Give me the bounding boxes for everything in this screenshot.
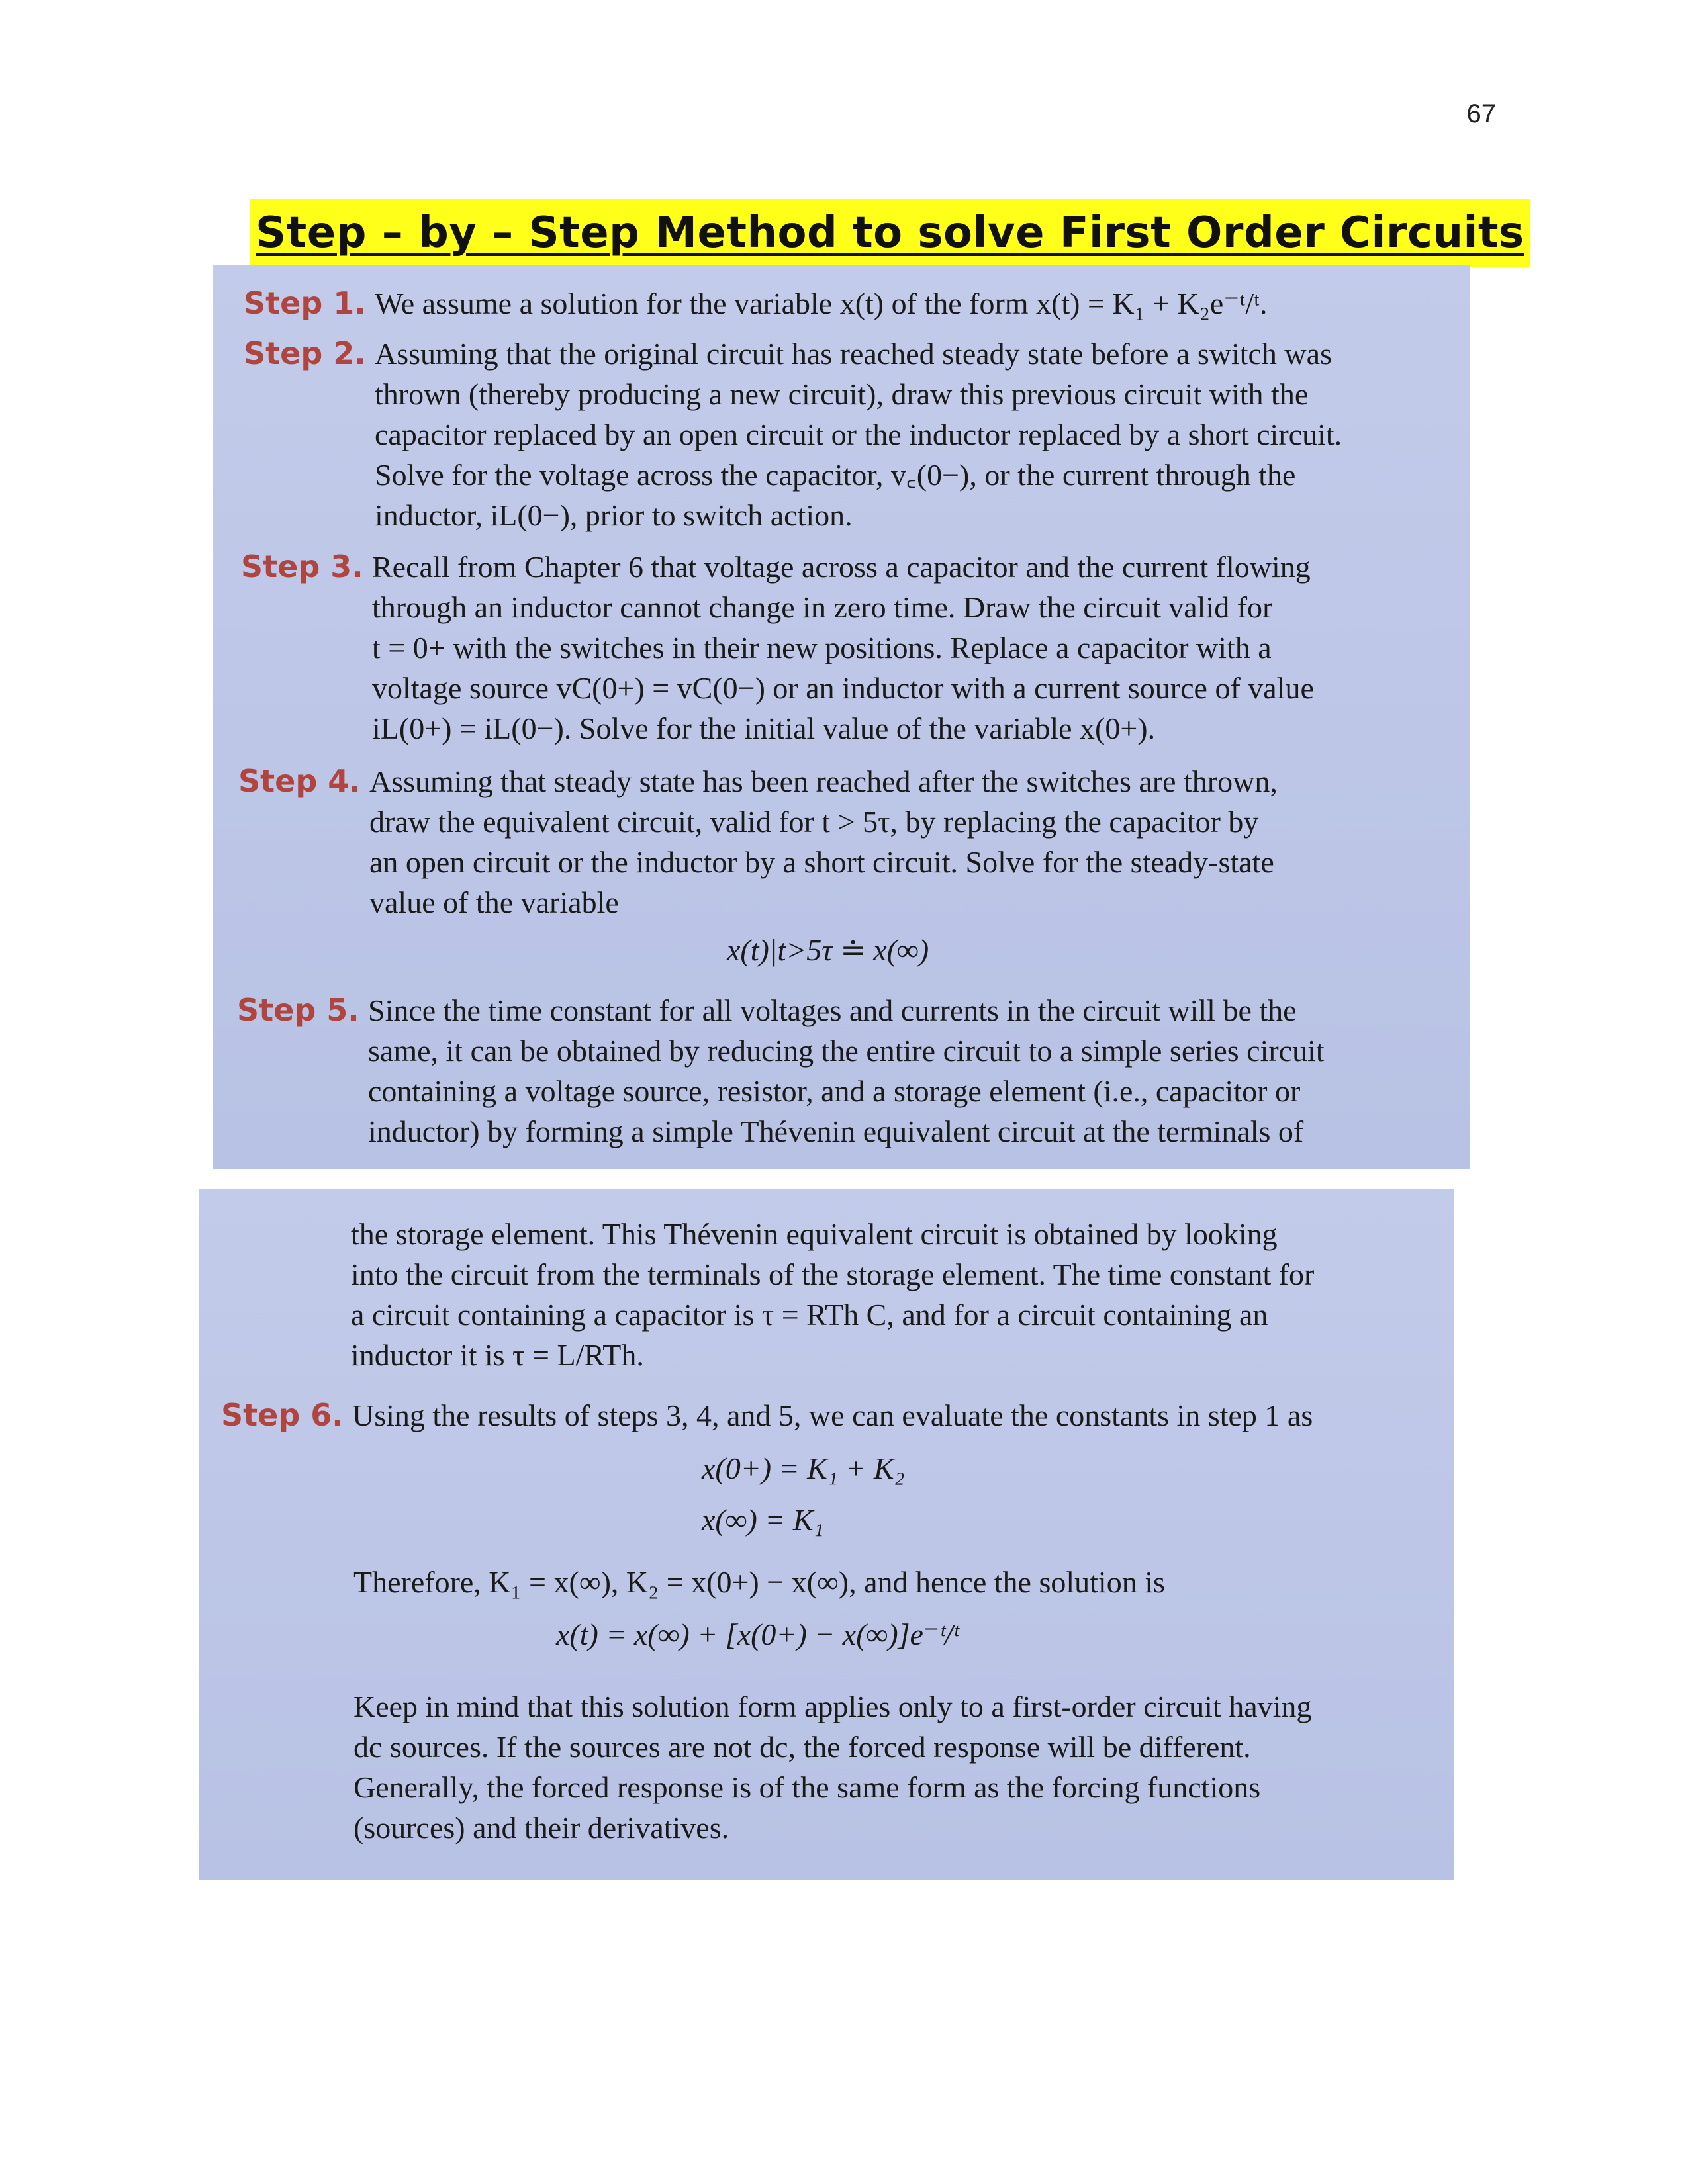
final-value-equation: x(∞) = K₁ bbox=[702, 1503, 824, 1537]
title-highlight bbox=[250, 199, 1530, 267]
therefore-line: Therefore, K₁ = x(∞), K₂ = x(0+) − x(∞), and hence the solution is bbox=[353, 1565, 1165, 1599]
step-label: Step 4. bbox=[238, 763, 361, 799]
step-line: Assuming that steady state has been reached after the switches are thrown, bbox=[369, 764, 1278, 798]
step-label: Step 1. bbox=[244, 285, 366, 321]
step-label: Step 6. bbox=[221, 1397, 344, 1433]
step-line: inductor, iL(0−), prior to switch action. bbox=[375, 498, 853, 532]
step-line: containing a voltage source, resistor, and a storage element (i.e., capacitor or bbox=[368, 1074, 1301, 1108]
closing-line: dc sources. If the sources are not dc, the forced response will be different. bbox=[353, 1730, 1251, 1764]
step-line: capacitor replaced by an open circuit or the inductor replaced by a short circuit. bbox=[375, 418, 1342, 451]
step-line: into the circuit from the terminals of the storage element. The time constant for bbox=[351, 1257, 1315, 1291]
page-number: 67 bbox=[1466, 99, 1496, 128]
step-line: iL(0+) = iL(0−). Solve for the initial value of the variable x(0+). bbox=[372, 711, 1156, 745]
steady-state-equation: x(t)|t>5τ ≐ x(∞) bbox=[727, 933, 929, 967]
step-label: Step 2. bbox=[244, 336, 366, 371]
step-line: Since the time constant for all voltages and currents in the circuit will be the bbox=[368, 993, 1297, 1027]
step-5-continuation bbox=[351, 1214, 1314, 1375]
step-line: an open circuit or the inductor by a short circuit. Solve for the steady-state bbox=[369, 845, 1274, 879]
initial-value-equation: x(0+) = K₁ + K₂ bbox=[702, 1451, 905, 1485]
step-line: a circuit containing a capacitor is τ = RTh C, and for a circuit containing an bbox=[351, 1298, 1268, 1332]
closing-line: Keep in mind that this solution form applies only to a first-order circuit having bbox=[353, 1690, 1312, 1723]
step-line: Using the results of steps 3, 4, and 5, we can evaluate the constants in step 1 as bbox=[352, 1398, 1313, 1432]
step-line: through an inductor cannot change in zero time. Draw the circuit valid for bbox=[372, 590, 1273, 624]
closing-line: Generally, the forced response is of the same form as the forcing functions bbox=[353, 1770, 1261, 1804]
step-label: Step 3. bbox=[241, 549, 363, 584]
step-line: inductor it is τ = L/RTh. bbox=[351, 1338, 644, 1372]
step-line: Solve for the voltage across the capacitor, v꜀(0−), or the current through the bbox=[375, 458, 1296, 492]
step-line: t = 0+ with the switches in their new positions. Replace a capacitor with a bbox=[372, 631, 1272, 664]
step-line: inductor) by forming a simple Thévenin equivalent circuit at the terminals of bbox=[368, 1115, 1304, 1148]
closing-paragraph bbox=[353, 1686, 1311, 1848]
step-line: thrown (thereby producing a new circuit), draw this previous circuit with the bbox=[375, 377, 1309, 411]
step-line: same, it can be obtained by reducing the entire circuit to a simple series circuit bbox=[368, 1034, 1325, 1068]
step-line: Assuming that the original circuit has reached steady state before a switch was bbox=[375, 337, 1332, 371]
step-line: value of the variable bbox=[369, 886, 619, 919]
page-title: Step – by – Step Method to solve First Order Circuits bbox=[256, 208, 1524, 257]
step-line: We assume a solution for the variable x(t) of the form x(t) = K₁ + K₂e⁻ᵗ/ᵗ. bbox=[375, 287, 1268, 320]
closing-line: (sources) and their derivatives. bbox=[353, 1811, 729, 1844]
step-label: Step 5. bbox=[237, 992, 359, 1028]
step-line: the storage element. This Thévenin equivalent circuit is obtained by looking bbox=[351, 1217, 1278, 1251]
step-line: draw the equivalent circuit, valid for t > 5τ, by replacing the capacitor by bbox=[369, 805, 1259, 839]
step-line: voltage source vC(0+) = vC(0−) or an inductor with a current source of value bbox=[372, 671, 1314, 705]
solution-equation: x(t) = x(∞) + [x(0+) − x(∞)]e⁻ᵗ/ᵗ bbox=[556, 1617, 959, 1651]
step-line: Recall from Chapter 6 that voltage across a capacitor and the current flowing bbox=[372, 550, 1311, 584]
